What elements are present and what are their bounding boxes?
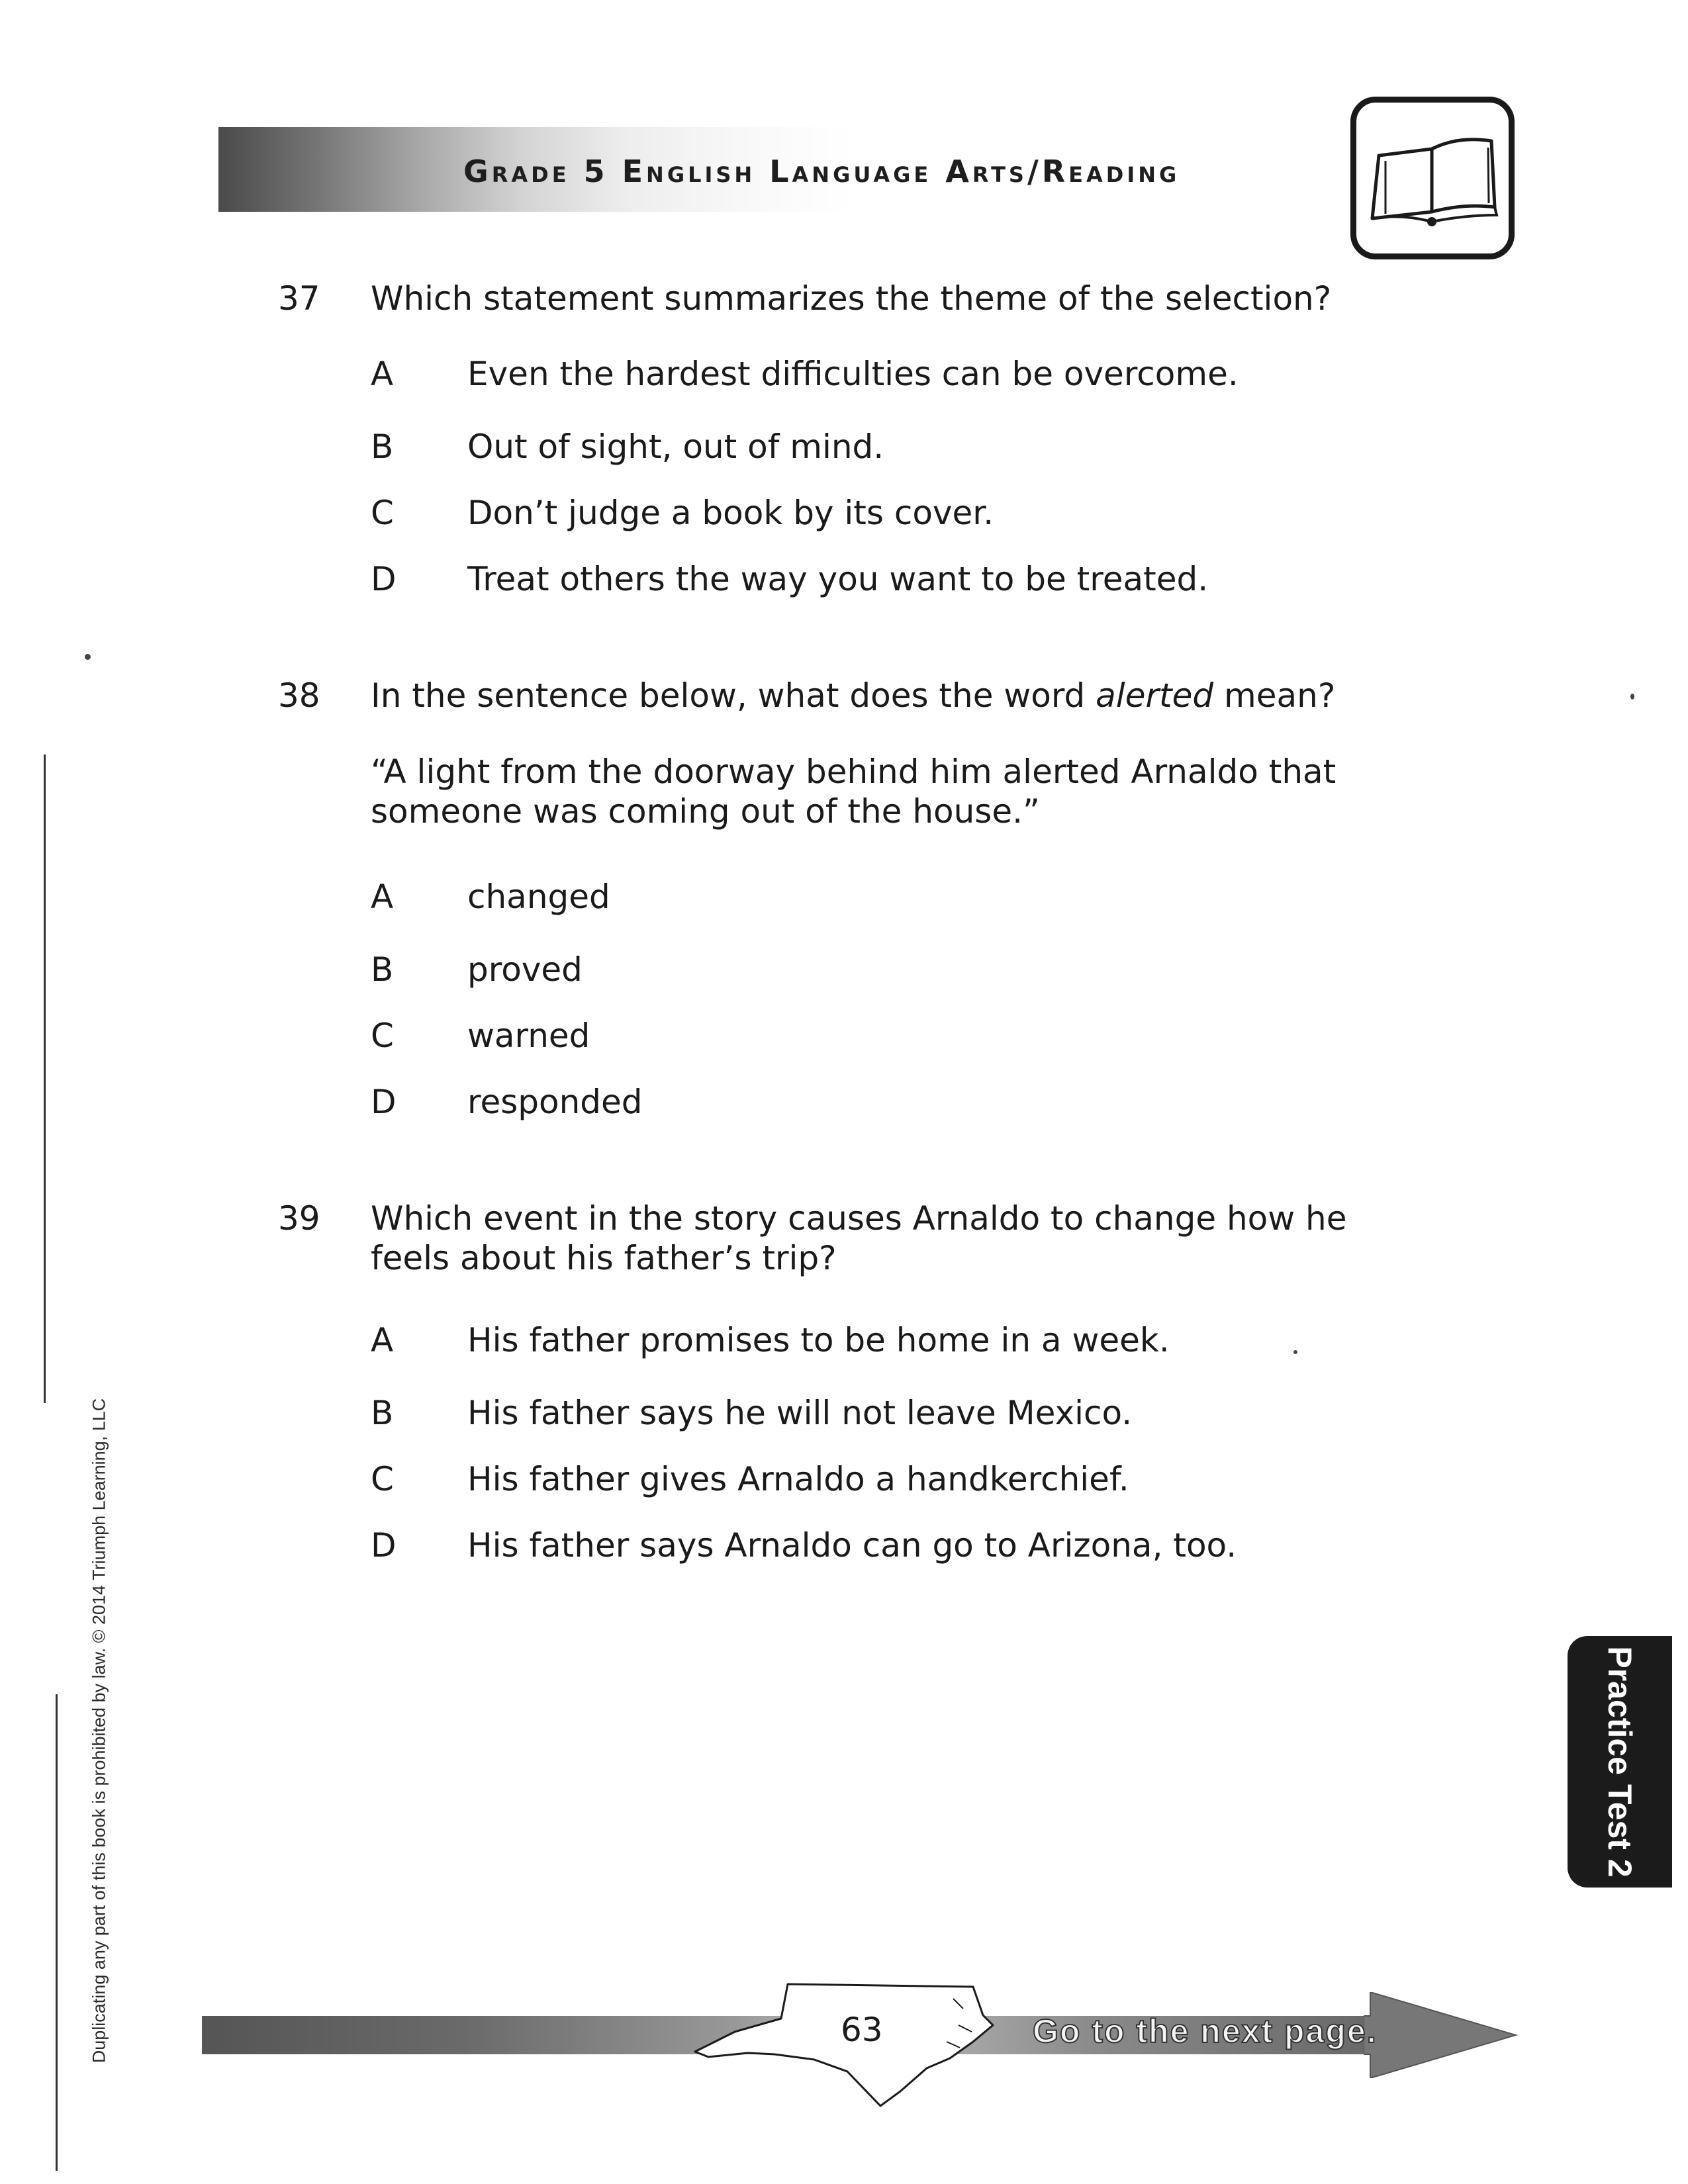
margin-binding-line [44,754,46,1403]
option-38-c[interactable] [371,1016,590,1056]
copyright-notice: Duplicating any part of this book is prohibited by law. © 2014 Triumph Learning, LLC [89,1398,109,2064]
open-book-icon [1366,129,1501,228]
question-text: Which event in the story causes Arnaldo to change how he feels about his father’s trip? [371,1199,1347,1277]
option-letter: B [371,1394,394,1432]
option-38-d[interactable] [371,1082,643,1122]
option-text: proved [467,950,583,989]
question-number: 38 [278,676,320,715]
option-39-c[interactable] [371,1459,1129,1499]
question-38 [278,676,1423,715]
option-letter: D [371,1083,397,1121]
question-37 [278,279,1423,318]
option-38-a[interactable] [371,877,610,917]
option-text: responded [467,1083,643,1121]
option-text: warned [467,1017,590,1055]
practice-test-label: Practice Test 2 [1601,1646,1638,1878]
question-39 [278,1199,1423,1278]
option-letter: A [371,878,394,916]
question-text-before: In the sentence below, what does the word [371,676,1096,715]
question-number: 37 [278,279,320,318]
question-text-after: mean? [1213,676,1336,715]
option-letter: C [371,1460,394,1498]
go-to-next-page: Go to the next page. [1033,2013,1378,2050]
practice-test-tab [1568,1636,1672,1888]
option-text: changed [467,878,610,916]
option-text: Out of sight, out of mind. [467,428,884,466]
option-text: Treat others the way you want to be treated. [467,560,1209,598]
option-37-b[interactable] [371,427,884,467]
option-text: His father promises to be home in a week. [467,1321,1170,1359]
option-text: Even the hardest difficulties can be overcome. [467,355,1239,393]
margin-binding-line [56,1694,58,2171]
quoted-sentence: “A light from the doorway behind him alerted Arnaldo that someone was coming out of the house.” [371,752,1336,831]
right-arrow-icon [1364,1992,1523,2078]
question-number: 39 [278,1199,320,1238]
option-text: His father gives Arnaldo a handkerchief. [467,1460,1129,1498]
option-letter: A [371,1321,394,1359]
page-number: 63 [841,2011,883,2049]
option-letter: B [371,950,394,989]
option-39-d[interactable] [371,1525,1237,1565]
option-38-b[interactable] [371,950,583,989]
option-37-a[interactable] [371,354,1239,394]
option-39-a[interactable] [371,1320,1170,1360]
header-title: Grade 5 English Language Arts/Reading [463,154,1180,189]
option-letter: D [371,1526,397,1565]
option-letter: C [371,494,394,532]
scan-speck [1630,694,1634,700]
question-text: Which statement summarizes the theme of the selection? [371,279,1332,318]
question-emphasis-word: alerted [1096,676,1214,715]
option-letter: B [371,428,394,466]
option-37-c[interactable] [371,493,994,533]
option-letter: A [371,355,394,393]
option-text: His father says Arnaldo can go to Arizona, too. [467,1526,1237,1565]
option-37-d[interactable] [371,559,1208,599]
book-icon-box [1350,97,1515,259]
option-letter: C [371,1017,394,1055]
option-39-b[interactable] [371,1393,1132,1433]
scan-speck [1293,1350,1297,1354]
option-text: Don’t judge a book by its cover. [467,494,994,532]
option-letter: D [371,560,397,598]
option-text: His father says he will not leave Mexico. [467,1394,1133,1432]
scan-speck [85,654,91,660]
question-text [371,676,1423,715]
